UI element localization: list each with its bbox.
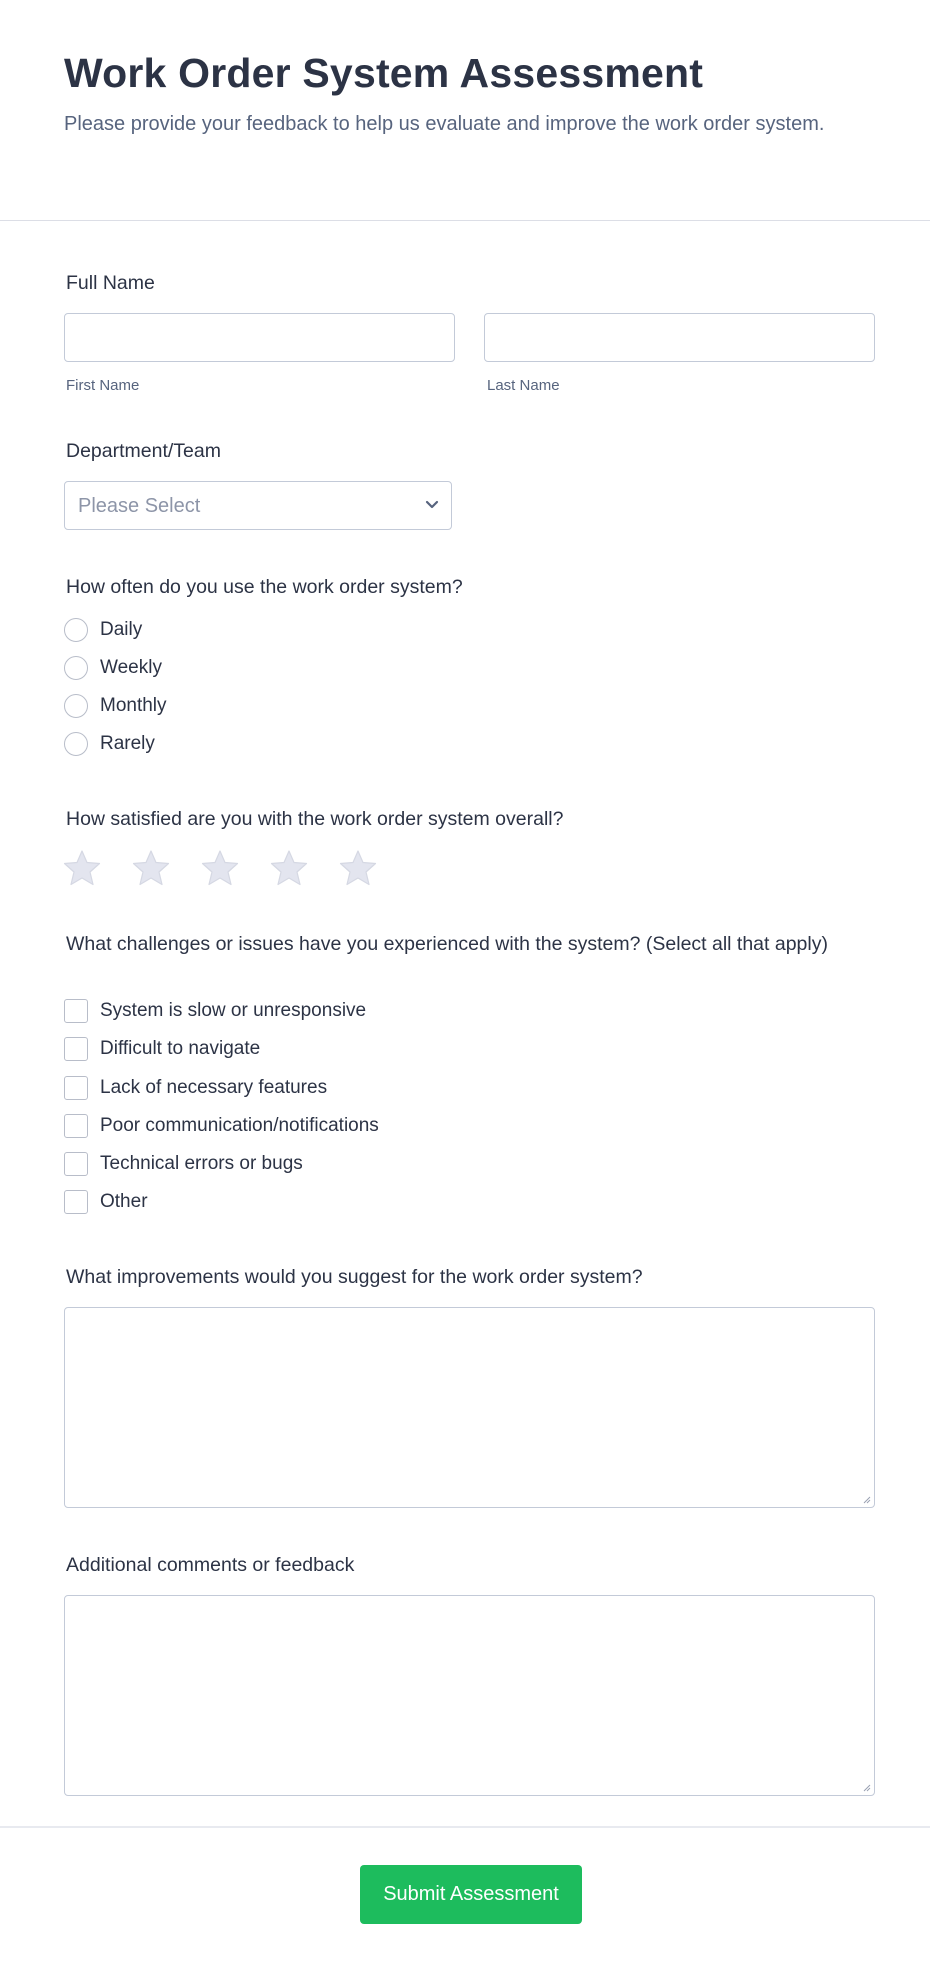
frequency-label: How often do you use the work order system? (66, 576, 463, 598)
full-name-label: Full Name (66, 272, 155, 294)
star-rating[interactable] (62, 848, 407, 888)
form-header (0, 0, 930, 221)
radio-button[interactable] (64, 618, 88, 642)
radio-button[interactable] (64, 694, 88, 718)
checkbox[interactable] (64, 1076, 88, 1100)
resize-handle-icon[interactable] (861, 1494, 871, 1504)
checkbox-label: System is slow or unresponsive (100, 1000, 367, 1021)
challenges-label: What challenges or issues have you experienced with the system? (Select all that apply) (66, 933, 828, 955)
radio-label: Weekly (100, 657, 162, 678)
last-name-input[interactable] (484, 313, 875, 362)
checkbox-option-navigate[interactable] (64, 1036, 260, 1062)
department-label: Department/Team (66, 440, 221, 462)
resize-handle-icon[interactable] (861, 1782, 871, 1792)
improvements-label: What improvements would you suggest for the work order system? (66, 1266, 643, 1288)
department-placeholder: Please Select (78, 495, 201, 517)
checkbox-option-errors[interactable] (64, 1151, 303, 1177)
comments-label: Additional comments or feedback (66, 1554, 355, 1576)
satisfaction-label: How satisfied are you with the work order system overall? (66, 808, 564, 830)
first-name-input[interactable] (64, 313, 455, 362)
checkbox-label: Technical errors or bugs (100, 1153, 303, 1174)
radio-label: Rarely (100, 733, 155, 754)
checkbox-label: Difficult to navigate (100, 1038, 261, 1059)
footer-divider (0, 1826, 930, 1828)
radio-label: Monthly (100, 695, 167, 716)
submit-button[interactable]: Submit Assessment (360, 1865, 582, 1924)
radio-button[interactable] (64, 656, 88, 680)
checkbox-label: Poor communication/notifications (100, 1115, 379, 1136)
radio-option-weekly[interactable] (64, 655, 162, 681)
radio-label: Daily (100, 619, 143, 640)
checkbox-option-features[interactable] (64, 1075, 327, 1101)
star-icon[interactable] (338, 848, 378, 888)
checkbox[interactable] (64, 1037, 88, 1061)
checkbox[interactable] (64, 1114, 88, 1138)
last-name-sublabel: Last Name (487, 377, 560, 394)
checkbox[interactable] (64, 1190, 88, 1214)
checkbox[interactable] (64, 999, 88, 1023)
page-title: Work Order System Assessment (64, 50, 704, 96)
radio-option-daily[interactable] (64, 617, 142, 643)
page-subtitle: Please provide your feedback to help us evaluate and improve the work order system. (64, 113, 825, 135)
star-icon[interactable] (200, 848, 240, 888)
checkbox-option-other[interactable] (64, 1189, 148, 1215)
first-name-sublabel: First Name (66, 377, 140, 394)
improvements-textarea[interactable] (64, 1307, 875, 1508)
radio-option-rarely[interactable] (64, 731, 155, 757)
checkbox-label: Lack of necessary features (100, 1077, 328, 1098)
radio-option-monthly[interactable] (64, 693, 167, 719)
checkbox-option-slow[interactable] (64, 998, 366, 1024)
star-icon[interactable] (62, 848, 102, 888)
checkbox[interactable] (64, 1152, 88, 1176)
chevron-down-icon (425, 499, 439, 511)
star-icon[interactable] (131, 848, 171, 888)
checkbox-option-communication[interactable] (64, 1113, 379, 1139)
comments-textarea[interactable] (64, 1595, 875, 1796)
star-icon[interactable] (269, 848, 309, 888)
checkbox-label: Other (100, 1191, 148, 1212)
department-select[interactable] (64, 481, 452, 530)
radio-button[interactable] (64, 732, 88, 756)
